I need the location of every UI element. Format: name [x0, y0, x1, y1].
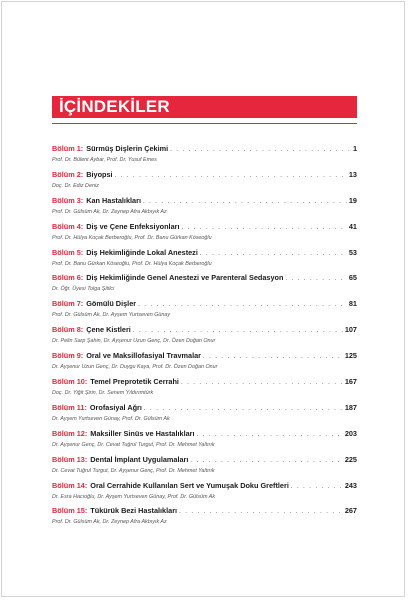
page-number: 19	[348, 195, 357, 205]
toc-entry[interactable]	[52, 402, 357, 428]
toc-entry[interactable]	[52, 480, 357, 506]
toc-entry-line	[52, 324, 357, 336]
page-number: 167	[344, 377, 357, 387]
chapter-number: Bölüm 3:	[52, 195, 84, 205]
chapter-title: Diş ve Çene Enfeksiyonları	[86, 221, 180, 231]
page-number: 107	[344, 325, 357, 335]
page-number: 13	[348, 169, 357, 179]
chapter-title: Orofasiyal Ağrı	[89, 402, 142, 412]
dot-leader	[170, 144, 351, 156]
chapter-number: Bölüm 2:	[52, 169, 84, 179]
chapter-number: Bölüm 7:	[52, 299, 84, 309]
chapter-title: Maksiller Sinüs ve Hastalıkları	[90, 428, 195, 438]
chapter-number: Bölüm 9:	[52, 351, 84, 361]
toc-entry[interactable]	[52, 272, 357, 298]
dot-leader	[190, 455, 342, 467]
page-number: 187	[344, 402, 357, 412]
chapter-number: Bölüm 8:	[52, 325, 84, 335]
chapter-number: Bölüm 1:	[52, 144, 84, 153]
toc-entry-line	[52, 247, 357, 259]
toc-entry-line	[52, 169, 357, 181]
toc-entry-line	[52, 143, 357, 155]
chapter-title: Dental İmplant Uygulamaları	[90, 454, 189, 464]
toc-entry[interactable]	[52, 247, 357, 273]
page-number: 53	[348, 247, 357, 257]
chapter-authors: Prof. Dr. Gülsüm Ak, Dr. Zeynep Afra Akbıyık Az	[52, 519, 167, 526]
chapter-number: Bölüm 10:	[52, 377, 88, 387]
chapter-title: Kan Hastalıkları	[86, 195, 141, 205]
chapter-authors: Dr. Ayşem Yurtseven Günay, Prof. Dr. Gülsüm Ak	[52, 415, 170, 422]
toc-entry[interactable]	[52, 298, 357, 324]
toc-entry-line	[52, 428, 357, 440]
chapter-number: Bölüm 13:	[52, 454, 88, 464]
toc-entry-line	[52, 221, 357, 233]
chapter-authors: Doç. Dr. Ediz Deniz	[52, 182, 99, 189]
toc-entry-line	[52, 402, 357, 414]
chapter-title: Biyopsi	[86, 169, 113, 179]
page-number: 41	[348, 221, 357, 231]
toc-entry-line	[52, 195, 357, 207]
dot-leader	[138, 299, 347, 311]
dot-leader	[200, 248, 347, 260]
chapter-title: Çene Kistleri	[86, 325, 131, 335]
page-number: 267	[344, 506, 357, 516]
chapter-number: Bölüm 15:	[52, 506, 88, 516]
page-number: 225	[344, 454, 357, 464]
toc-entry[interactable]	[52, 376, 357, 402]
toc-title: İÇİNDEKİLER	[52, 96, 357, 118]
toc-entry-line	[52, 480, 357, 492]
toc-entry[interactable]	[52, 169, 357, 195]
dot-leader	[179, 506, 343, 518]
chapter-authors: Dr. Pelin Sarp Şahin, Dr. Ayşenur Uzun Genç, Dr. Özen Doğan Onur	[52, 338, 216, 345]
chapter-number: Bölüm 12:	[52, 428, 88, 438]
chapter-authors: Dr. Ayşenur Uzun Genç, Dr. Duygu Kaya, Prof. Dr. Özen Doğan Onur	[52, 364, 218, 371]
chapter-authors: Dr. Esra Hacıoğlu, Dr. Ayşem Yurtseven Günay, Prof. Dr. Gülsüm Ak	[52, 493, 216, 500]
chapter-title: Temel Preprotetik Cerrahi	[90, 377, 179, 387]
dot-leader	[197, 429, 343, 441]
page-number: 81	[348, 299, 357, 309]
toc-entry[interactable]	[52, 505, 357, 531]
toc-entry-line	[52, 350, 357, 362]
dot-leader	[182, 222, 347, 234]
dot-leader	[285, 273, 346, 285]
dot-leader	[291, 481, 343, 493]
chapter-number: Bölüm 11:	[52, 402, 87, 412]
chapter-authors: Doç. Dr. Yiğit Şirin, Dr. Senem Yıldırımtürk	[52, 390, 154, 397]
chapter-number: Bölüm 4:	[52, 221, 84, 231]
dot-leader	[203, 351, 343, 363]
toc-entry-line	[52, 505, 357, 517]
toc-entry[interactable]	[52, 428, 357, 454]
chapter-authors: Prof. Dr. Bülent Aybar, Prof. Dr. Yusuf Emes	[52, 157, 157, 163]
dot-leader	[181, 377, 343, 389]
page-number: 65	[348, 273, 357, 283]
chapter-title: Diş Hekimliğinde Genel Anestezi ve Parenteral Sedasyon	[86, 273, 284, 283]
dot-leader	[133, 325, 343, 337]
chapter-title: Tükürük Bezi Hastalıkları	[90, 506, 178, 516]
chapter-number: Bölüm 14:	[52, 480, 88, 490]
chapter-title: Oral Cerrahide Kullanılan Sert ve Yumuşak Doku Greftleri	[90, 480, 289, 490]
chapter-number: Bölüm 5:	[52, 247, 84, 257]
chapter-authors: Dr. Öğr. Üyesi Tolga Şitilci	[52, 286, 115, 293]
chapter-authors: Prof. Dr. Hülya Koçak Berberoğlu, Prof. Dr. Banu Gürkan Köseoğlu	[52, 234, 212, 241]
page-number: 125	[344, 351, 357, 361]
chapter-authors: Prof. Dr. Gülsüm Ak, Dr. Zeynep Afra Akbıyık Az	[52, 208, 167, 215]
chapter-title: Sürmüş Dişlerin Çekimi	[86, 144, 169, 153]
page-number: 1	[352, 144, 357, 153]
toc-entry-line	[52, 376, 357, 388]
page-number: 243	[344, 480, 357, 490]
chapter-number: Bölüm 6:	[52, 273, 84, 283]
dot-leader	[115, 170, 347, 182]
toc-entry[interactable]	[52, 143, 357, 169]
chapter-authors: Dr. Ayşenur Genç, Dr. Cevat Tuğrul Turgut, Prof. Dr. Mehmet Yaltırık	[52, 441, 215, 448]
chapter-title: Gömülü Dişler	[86, 299, 137, 309]
toc-entry[interactable]	[52, 195, 357, 221]
title-rule	[52, 123, 357, 124]
dot-leader	[144, 403, 343, 415]
toc-entry[interactable]	[52, 324, 357, 350]
chapter-authors: Dr. Cevat Tuğrul Turgut, Dr. Ayşenur Genç, Prof. Dr. Mehmet Yaltırık	[52, 467, 215, 474]
page-number: 203	[344, 428, 357, 438]
toc-entry-line	[52, 454, 357, 466]
toc-entry[interactable]	[52, 454, 357, 480]
chapter-title: Diş Hekimliğinde Lokal Anestezi	[86, 247, 198, 257]
toc-entry[interactable]	[52, 350, 357, 376]
chapter-authors: Prof. Dr. Banu Gürkan Köseoğlu, Prof. Dr. Hülya Koçak Berberoğlu	[52, 260, 212, 267]
chapter-authors: Prof. Dr. Gülsüm Ak, Dr. Ayşem Yurtseven Günay	[52, 312, 171, 319]
chapter-title: Oral ve Maksillofasiyal Travmalar	[86, 351, 202, 361]
table-of-contents	[52, 143, 357, 531]
toc-entry[interactable]	[52, 221, 357, 247]
toc-entry-line	[52, 272, 357, 284]
dot-leader	[143, 196, 347, 208]
toc-entry-line	[52, 298, 357, 310]
